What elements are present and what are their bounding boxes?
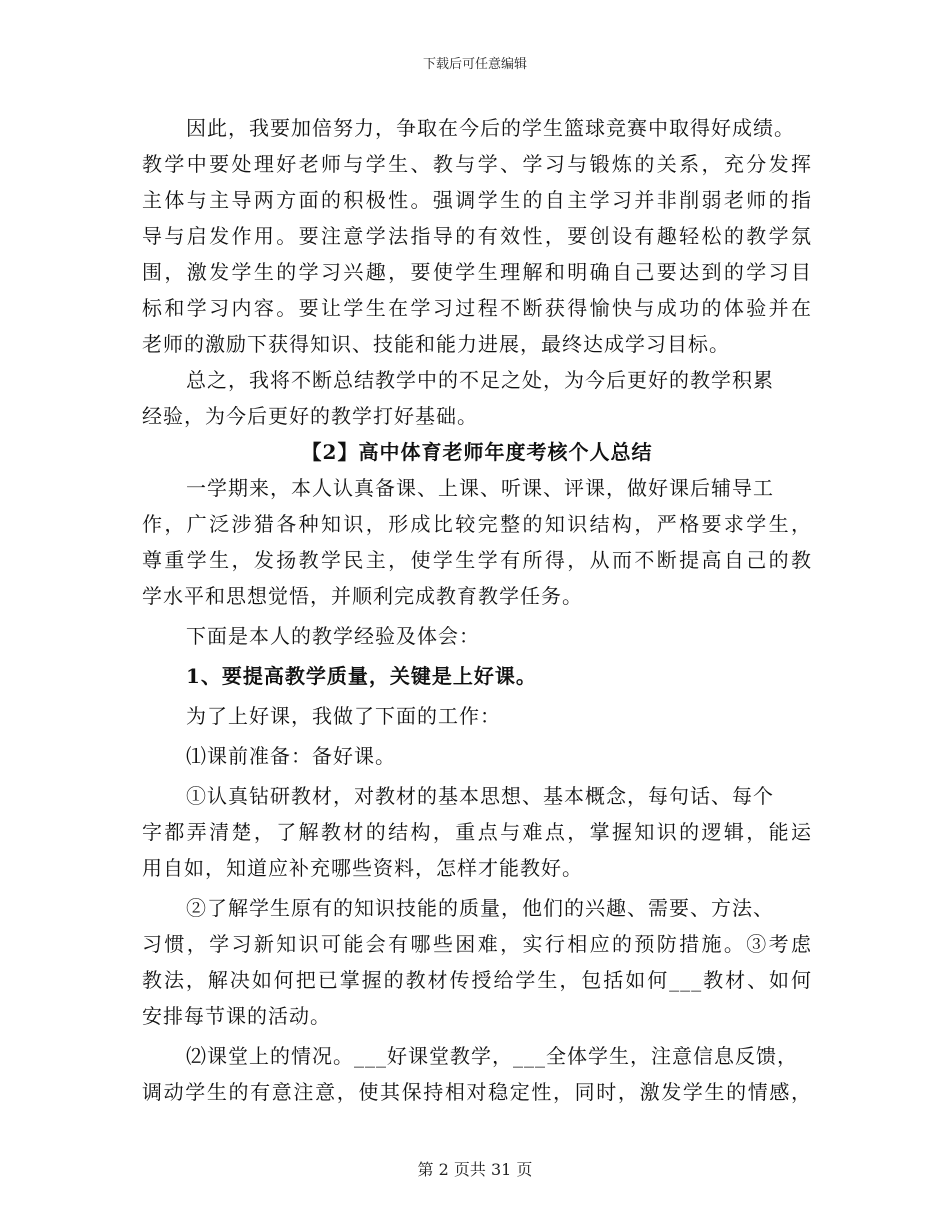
paragraph-line: 老师的激励下获得知识、技能和能力进展，最终达成学习目标。 xyxy=(142,332,730,356)
paragraph-line: 导与启发作用。要注意学法指导的有效性，要创设有趣轻松的教学氛 xyxy=(142,224,812,248)
paragraph-line: 总之，我将不断总结教学中的不足之处，为今后更好的教学积累 xyxy=(186,368,774,392)
paragraph-line: 作，广泛涉猎各种知识，形成比较完整的知识结构，严格要求学生， xyxy=(142,512,812,536)
subheading: 1、要提高教学质量，关键是上好课。 xyxy=(186,664,537,688)
paragraph-line: 围，激发学生的学习兴趣，要使学生理解和明确自己要达到的学习目 xyxy=(142,260,812,284)
paragraph-line: 学水平和思想觉悟，并顺利完成教育教学任务。 xyxy=(142,584,583,608)
section-heading: 【2】高中体育老师年度考核个人总结 xyxy=(301,440,653,464)
paragraph-line: 字都弄清楚，了解教材的结构，重点与难点，掌握知识的逻辑，能运 xyxy=(142,820,812,844)
paragraph-line: 下面是本人的教学经验及体会： xyxy=(186,624,480,648)
page-footer: 第 2 页共 31 页 xyxy=(417,1160,533,1179)
paragraph-line: 一学期来，本人认真备课、上课、听课、评课，做好课后辅导工 xyxy=(186,476,774,500)
paragraph-line: 教法，解决如何把已掌握的教材传授给学生，包括如何___教材、如何 xyxy=(142,968,812,992)
paragraph-line: 经验，为今后更好的教学打好基础。 xyxy=(142,404,478,428)
document-body xyxy=(142,110,812,1110)
paragraph-line: 尊重学生，发扬教学民主，使学生学有所得，从而不断提高自己的教 xyxy=(142,548,812,572)
paragraph-line: 为了上好课，我做了下面的工作： xyxy=(186,704,501,728)
paragraph-line: ⑴课前准备：备好课。 xyxy=(186,744,396,768)
paragraph-line: 用自如，知道应补充哪些资料，怎样才能教好。 xyxy=(142,856,583,880)
paragraph-line: 安排每节课的活动。 xyxy=(142,1004,331,1028)
paragraph-line: 因此，我要加倍努力，争取在今后的学生篮球竞赛中取得好成绩。 xyxy=(186,116,795,140)
paragraph-line: ⑵课堂上的情况。___好课堂教学，___全体学生，注意信息反馈， xyxy=(186,1044,798,1068)
paragraph-line: ②了解学生原有的知识技能的质量，他们的兴趣、需要、方法、 xyxy=(186,896,774,920)
paragraph-line: 调动学生的有意注意，使其保持相对稳定性，同时，激发学生的情感， xyxy=(142,1080,812,1104)
paragraph-line: ①认真钻研教材，对教材的基本思想、基本概念，每句话、每个 xyxy=(186,784,774,808)
paragraph-line: 教学中要处理好老师与学生、教与学、学习与锻炼的关系，充分发挥 xyxy=(142,152,812,176)
paragraph-line: 标和学习内容。要让学生在学习过程不断获得愉快与成功的体验并在 xyxy=(142,296,812,320)
paragraph-line: 主体与主导两方面的积极性。强调学生的自主学习并非削弱老师的指 xyxy=(142,188,812,212)
page-header: 下载后可任意编辑 xyxy=(422,57,527,72)
paragraph-line: 习惯，学习新知识可能会有哪些困难，实行相应的预防措施。③考虑 xyxy=(142,932,812,956)
